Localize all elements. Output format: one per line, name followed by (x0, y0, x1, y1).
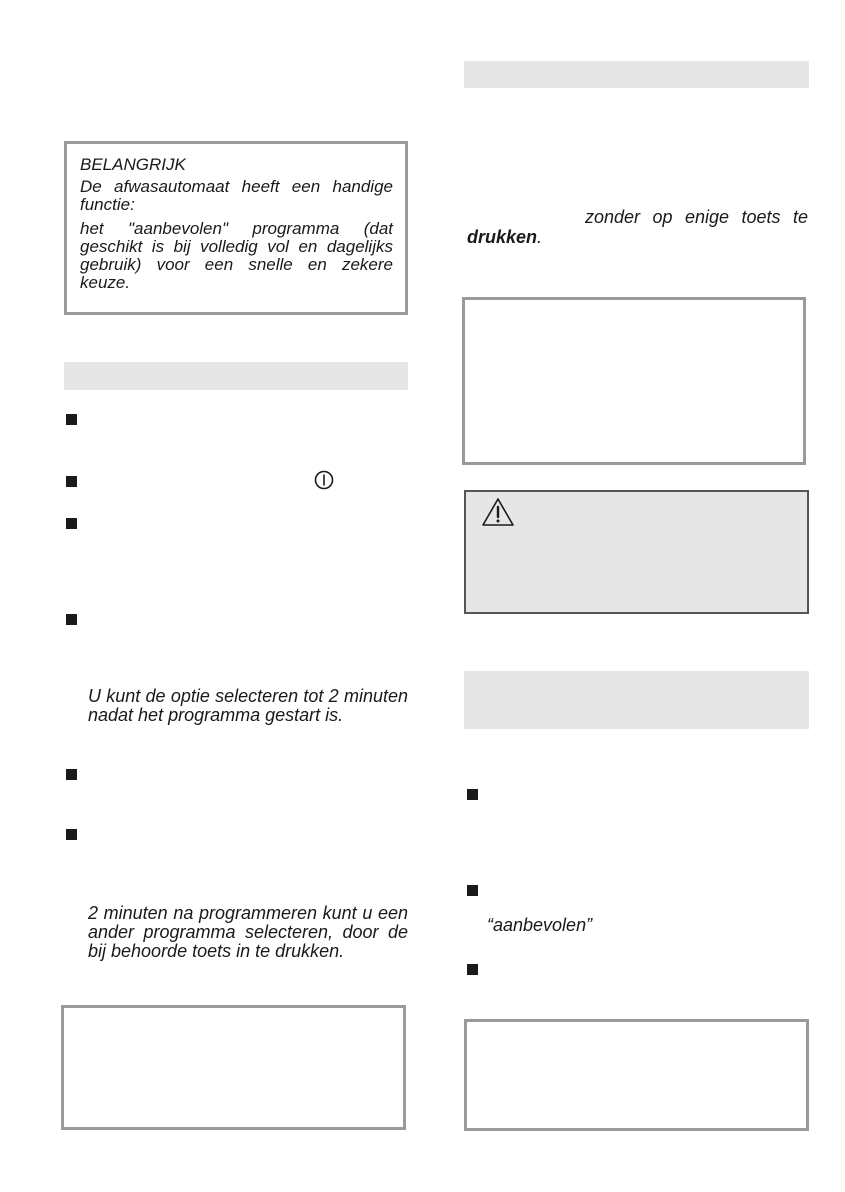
important-line2: het "aanbevolen" programma (dat geschikt is bij volledig vol en dagelijks gebruik) voor een snelle en zekere keuze. (80, 219, 393, 292)
square-bullet-icon (467, 789, 478, 800)
empty-note-box-left (61, 1005, 406, 1130)
no-key-text (585, 208, 808, 227)
option-note-text: U kunt de optie selecteren tot 2 minuten nadat het programma gestart is. (88, 686, 408, 725)
empty-note-box-right-upper (462, 297, 806, 465)
square-bullet-icon (66, 829, 77, 840)
square-bullet-icon (467, 964, 478, 975)
option-note (88, 687, 408, 725)
no-key-line2: drukken (467, 227, 538, 247)
square-bullet-icon (66, 614, 77, 625)
section-header-bar-top-right (464, 61, 809, 88)
square-bullet-icon (66, 476, 77, 487)
section-header-bar-right (464, 671, 809, 729)
power-icon (314, 470, 334, 490)
warning-box (464, 490, 809, 614)
square-bullet-icon (66, 414, 77, 425)
reprogram-note (88, 904, 408, 961)
no-key-period: . (537, 227, 543, 247)
no-key-text-line2 (467, 228, 542, 248)
no-key-line1: zonder op enige toets te (585, 207, 808, 227)
important-box (64, 141, 408, 315)
recommended-label (487, 916, 592, 936)
square-bullet-icon (66, 518, 77, 529)
section-header-bar-left (64, 362, 408, 390)
important-line1: De afwasautomaat heeft een handige functie: (80, 177, 393, 214)
important-title: BELANGRIJK (80, 155, 186, 174)
empty-note-box-right-lower (464, 1019, 809, 1131)
warning-triangle-icon (481, 497, 515, 527)
reprogram-note-text: 2 minuten na programmeren kunt u een ander programma selecteren, door de bij behoorde toets in te drukken. (88, 903, 408, 961)
recommended-label-text: “aanbevolen” (487, 915, 593, 935)
square-bullet-icon (467, 885, 478, 896)
square-bullet-icon (66, 769, 77, 780)
